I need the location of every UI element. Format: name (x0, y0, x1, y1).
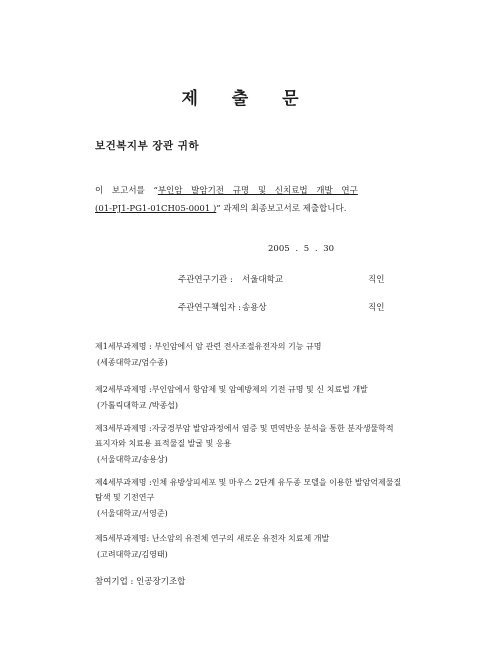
sub-project-title: 제2세부과제명 :부인암에서 항암제 및 암예방제의 기전 규명 및 신 치료법 개발 (95, 385, 368, 394)
sub-project-title-continued: 탐색 및 기전연구 (95, 493, 155, 502)
intro-prefix: 이 보고서를 “ (95, 186, 158, 196)
signature-label: 주관연구기관 : (178, 275, 233, 285)
sub-project-title: 제1세부과제명 : 부인암에서 암 관련 전사조절유전자의 기능 규명 (95, 342, 322, 351)
participating-company: 참여기업 : 인공장기조합 (95, 577, 186, 587)
sub-project-title: 제4세부과제명 :인체 유방상피세포 및 마우스 2단계 유두종 모델을 이용한 발암억제물질 (95, 478, 402, 487)
sub-project-3 (95, 423, 394, 465)
sub-project-4 (95, 477, 401, 519)
signature-researcher (178, 301, 384, 313)
sub-project-affiliation: (세종대학교/엄수종) (97, 358, 168, 367)
seal-mark: 직인 (368, 303, 385, 313)
sub-project-affiliation: (서울대학교/서영준) (97, 509, 168, 518)
submission-date: 2005 . 5 . 30 (268, 244, 335, 254)
document-title: 제 출 문 (181, 89, 313, 109)
sub-project-1 (95, 341, 322, 368)
sub-project-affiliation: (서울대학교/송용상) (97, 455, 168, 464)
signature-name: 서울대학교 (242, 275, 284, 285)
project-title: 부인암 발암기전 규명 및 신치료법 개발 연구 (157, 186, 358, 196)
project-code: (01-PJ1-PG1-01CH05-0001 ) (95, 204, 217, 214)
sub-project-title-continued: 표지자와 치료용 표적물질 발굴 및 응용 (95, 439, 232, 448)
sub-project-title: 제3세부과제명 :자궁경부암 발암과정에서 염증 및 면역반응 분석을 통한 분자생물학적 (95, 424, 394, 433)
sub-project-2 (95, 384, 368, 411)
sub-project-5 (95, 533, 329, 560)
signature-institution (178, 273, 384, 285)
seal-mark: 직인 (368, 275, 385, 285)
sub-project-affiliation: (고려대학교/김영태) (97, 550, 168, 559)
intro-line-1 (95, 184, 358, 196)
intro-suffix: ” 과제의 최종보고서로 제출합니다. (216, 204, 347, 214)
signature-name: 송용상 (242, 303, 267, 313)
addressee: 보건복지부 장관 귀하 (95, 140, 200, 152)
intro-line-2 (95, 202, 346, 214)
sub-project-title: 제5세부과제명: 난소암의 유전체 연구의 새로운 유전자 치료제 개발 (95, 534, 330, 543)
sub-project-affiliation: (가톨릭대학교 /박종섭) (97, 401, 179, 410)
signature-label: 주관연구책임자 : (178, 303, 242, 313)
